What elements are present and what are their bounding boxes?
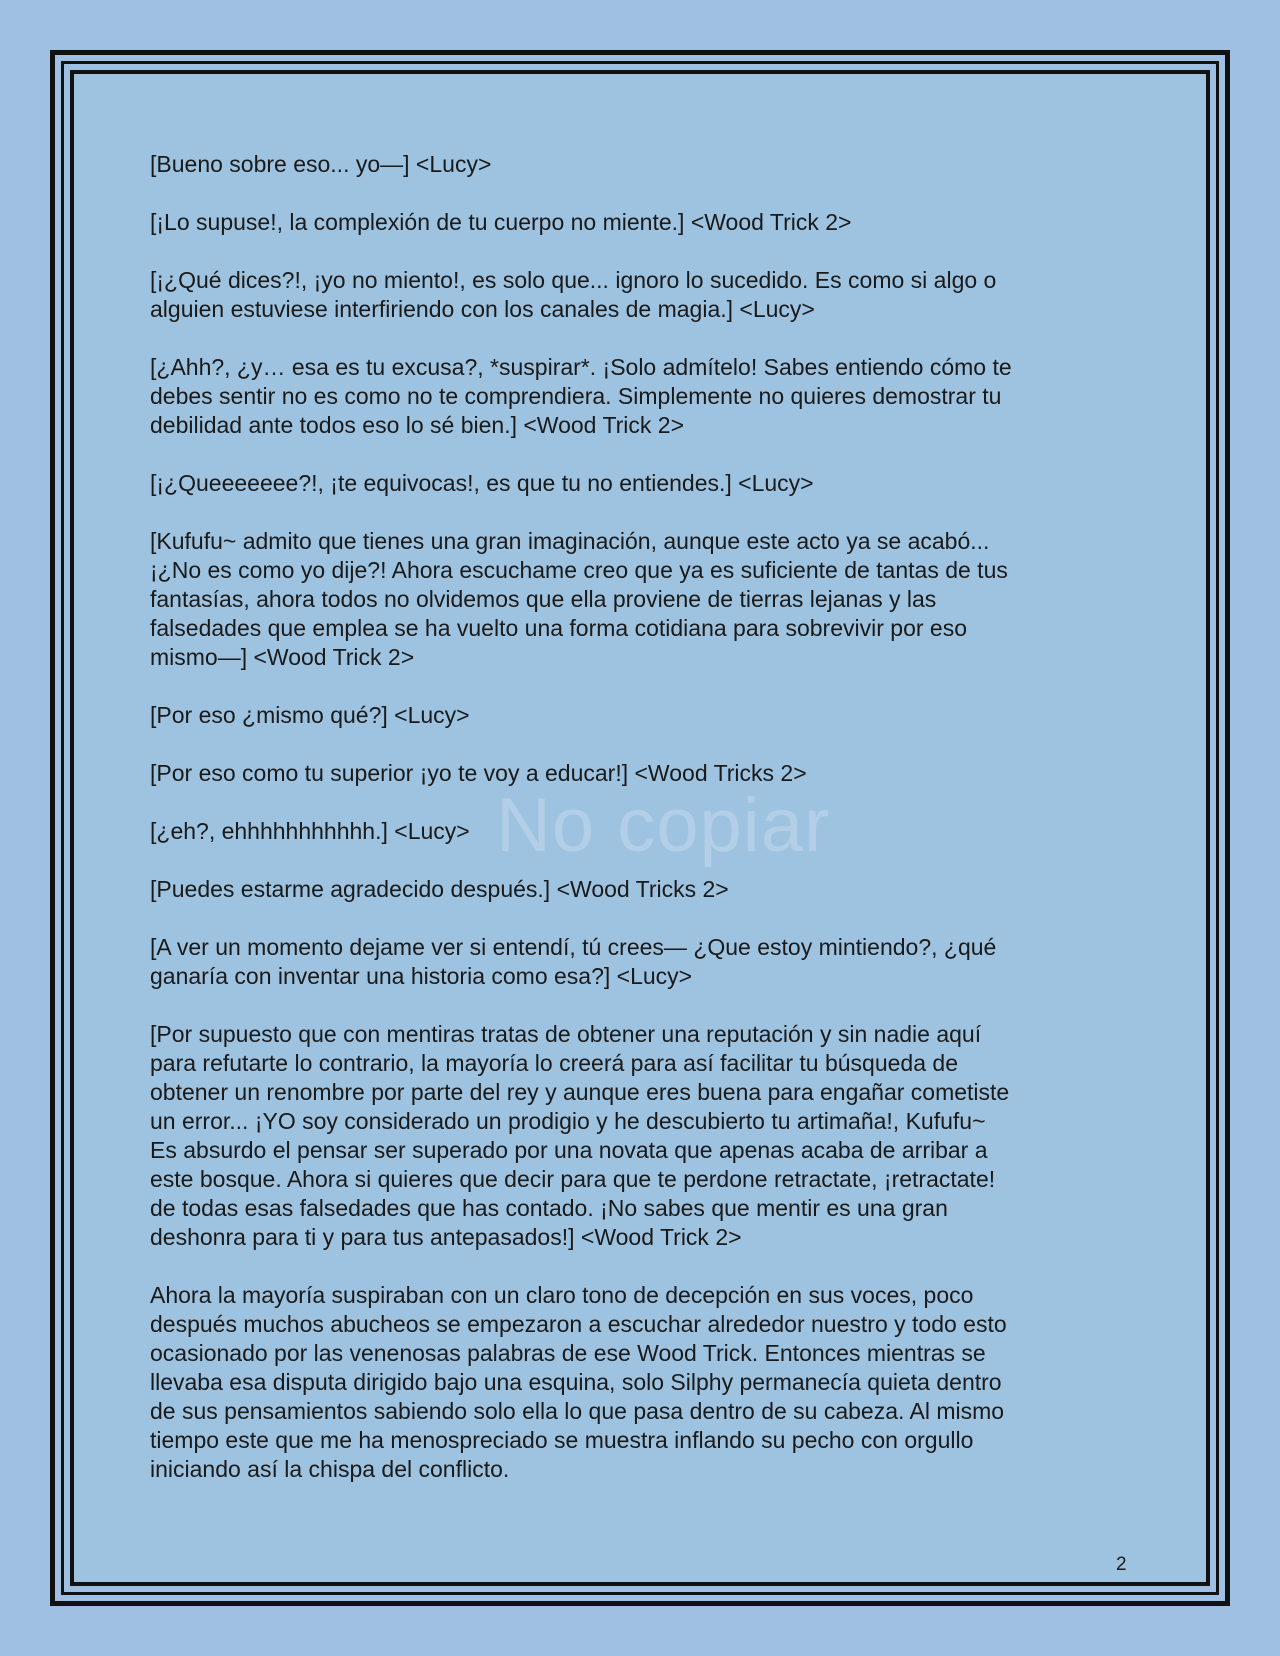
paragraph: [Puedes estarme agradecido después.] <Wood Tricks 2> (150, 876, 729, 902)
paragraph: Ahora la mayoría suspiraban con un claro tono de decepción en sus voces, poco después muchos abucheos se empezaron a escuchar alrededor nuestro y todo esto ocasionado por las venenosas palabras de ese Wood Trick. Entonces mientras se llevaba esa disputa dirigido bajo una esquina, solo Silphy permanecía quieta dentro de sus pensamientos sabiendo solo ella lo que pasa dentro de su cabeza. Al mismo tiempo este que me ha menospreciado se muestra inflando su pecho con orgullo iniciando así la chispa del conflicto. (150, 1282, 1007, 1482)
paragraph: [A ver un momento dejame ver si entendí, tú crees— ¿Que estoy mintiendo?, ¿qué ganaría con inventar una historia como esa?] <Lucy> (150, 934, 997, 989)
paragraph: [Por eso como tu superior ¡yo te voy a educar!] <Wood Tricks 2> (150, 760, 807, 786)
paragraph: [Kufufu~ admito que tienes una gran imaginación, aunque este acto ya se acabó... ¡¿No es como yo dije?! Ahora escuchame creo que ya es suficiente de tantas de tus fantasías, ahora todos no olvidemos que ella proviene de tierras lejanas y las falsedades que emplea se ha vuelto una forma cotidiana para sobrevivir por eso mismo—] <Wood Trick 2> (150, 528, 1008, 670)
paragraph: [Bueno sobre eso... yo—] <Lucy> (150, 151, 492, 177)
paragraph: [¿eh?, ehhhhhhhhhhh.] <Lucy> (150, 818, 470, 844)
paragraph: [¡¿Qué dices?!, ¡yo no miento!, es solo que... ignoro lo sucedido. Es como si algo o alguien estuviese interfiriendo con los canales de magia.] <Lucy> (150, 267, 997, 322)
paragraph: [¡Lo supuse!, la complexión de tu cuerpo no miente.] <Wood Trick 2> (150, 209, 852, 235)
paragraph: [¿Ahh?, ¿y… esa es tu excusa?, *suspirar*. ¡Solo admítelo! Sabes entiendo cómo te debes sentir no es como no te comprendiera. Simplemente no quieres demostrar tu debilidad ante todos eso lo sé bien.] <Wood Trick 2> (150, 354, 1012, 438)
page-number: 2 (1116, 1554, 1127, 1575)
paragraph: [Por eso ¿mismo qué?] <Lucy> (150, 702, 470, 728)
paragraph: [¡¿Queeeeeee?!, ¡te equivocas!, es que tu no entiendes.] <Lucy> (150, 470, 814, 496)
watermark: No copiar (496, 783, 831, 868)
document-body (150, 150, 1100, 1513)
paragraph: [Por supuesto que con mentiras tratas de obtener una reputación y sin nadie aquí para refutarte lo contrario, la mayoría lo creerá para así facilitar tu búsqueda de obtener un renombre por parte del rey y aunque eres buena para engañar cometiste un error... ¡YO soy considerado un prodigio y he descubierto tu artimaña!, Kufufu~ Es absurdo el pensar ser superado por una novata que apenas acaba de arribar a este bosque. Ahora si quieres que decir para que te perdone retractate, ¡retractate! de todas esas falsedades que has contado. ¡No sabes que mentir es una gran deshonra para ti y para tus antepasados!] <Wood Trick 2> (150, 1021, 1010, 1250)
